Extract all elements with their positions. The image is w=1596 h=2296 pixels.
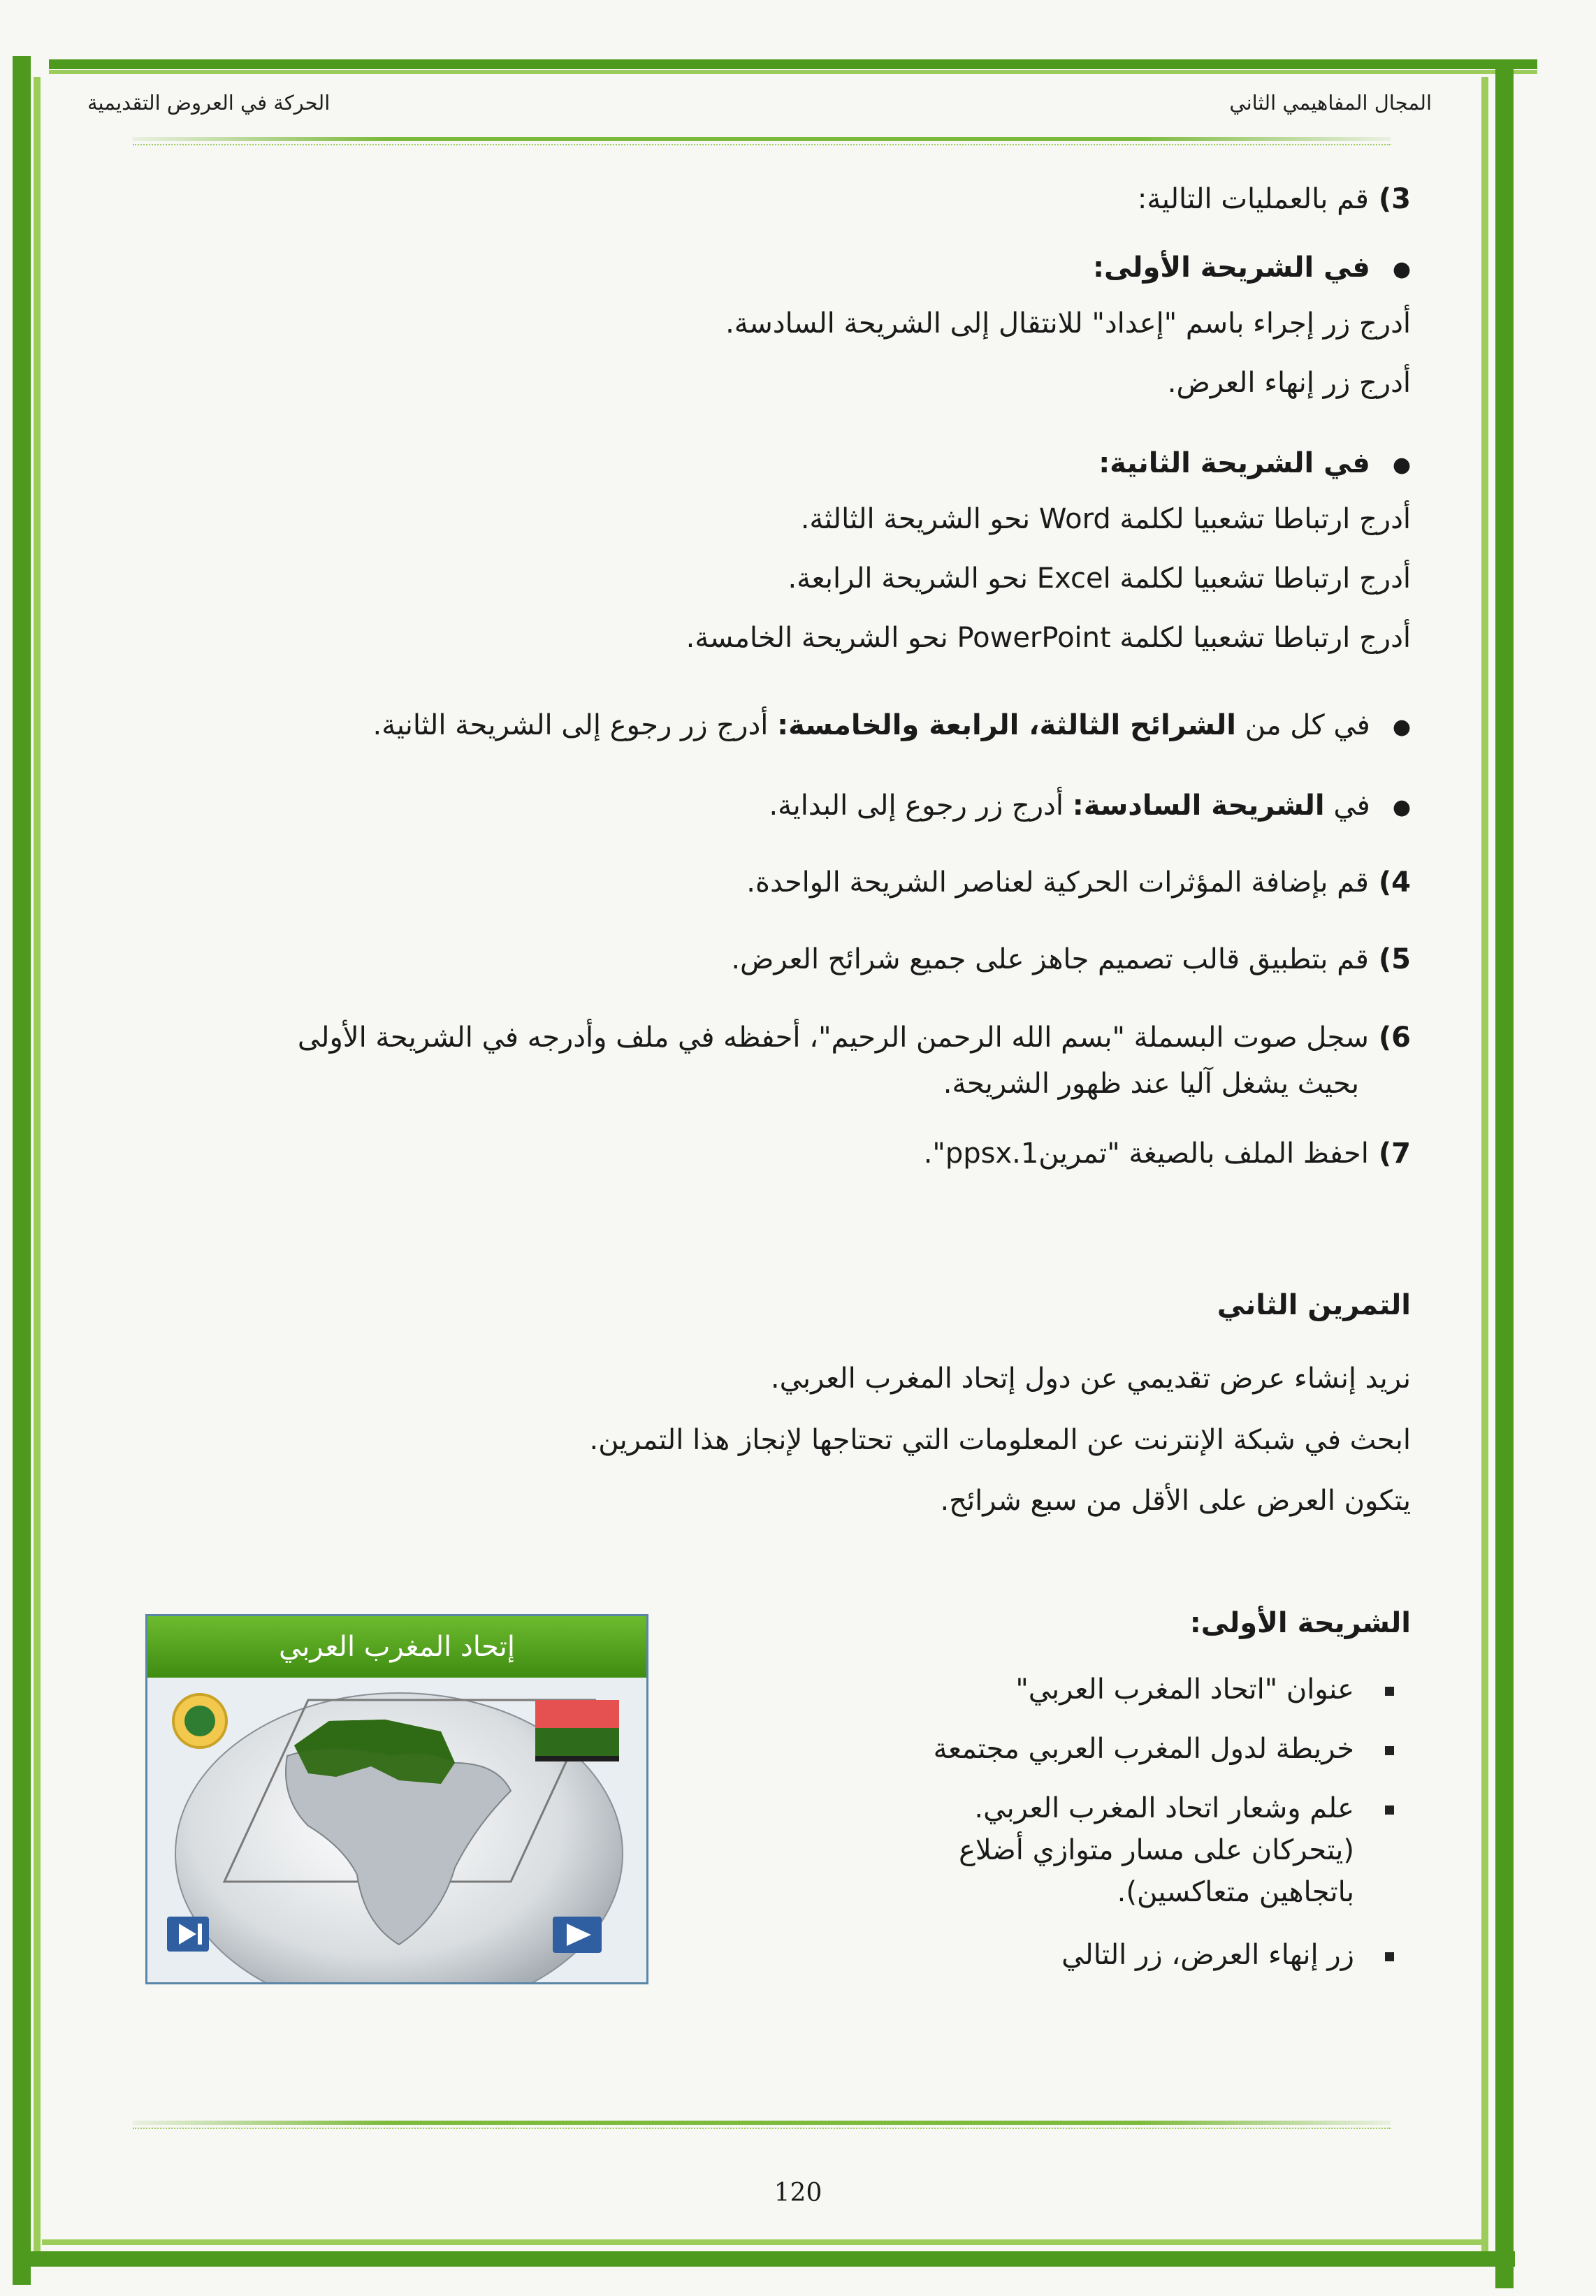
first-slide-item-3-line-3: باتجاهين متعاكسين). bbox=[1117, 1876, 1354, 1908]
step-7-number: 7) bbox=[1378, 1138, 1411, 1170]
first-slide-item-4-text: زر إنهاء العرض، زر التالي bbox=[1061, 1939, 1354, 1971]
frame-top-inner bbox=[49, 70, 1537, 74]
step-5 bbox=[731, 943, 1411, 975]
frame-left-bar bbox=[13, 56, 31, 2285]
bullet-icon: ● bbox=[1392, 714, 1411, 739]
first-slide-item-3-line-2: (يتحركان على مسار متوازي أضلاع bbox=[959, 1834, 1354, 1866]
step-6-continuation: بحيث يشغل آليا عند ظهور الشريحة. bbox=[943, 1068, 1359, 1100]
step-6-number: 6) bbox=[1378, 1022, 1411, 1054]
bullet-icon: ● bbox=[1392, 256, 1411, 282]
step-3 bbox=[1138, 183, 1411, 215]
frame-left-inner bbox=[34, 77, 41, 2264]
frame-bottom-inner bbox=[42, 2239, 1488, 2245]
slide1-line-2: أدرج زر إنهاء العرض. bbox=[1167, 367, 1411, 399]
slide-preview-thumbnail bbox=[145, 1614, 648, 1984]
first-slide-item-3-text: علم وشعار اتحاد المغرب العربي. bbox=[974, 1792, 1354, 1824]
slides-345-prefix: في كل من bbox=[1245, 709, 1370, 741]
first-slide-item-1 bbox=[1015, 1673, 1394, 1706]
first-slide-item-1-text: عنوان "اتحاد المغرب العربي" bbox=[1015, 1673, 1354, 1706]
step-7-text: احفظ الملف بالصيغة "تمرين1.ppsx". bbox=[923, 1138, 1369, 1170]
header-divider bbox=[133, 137, 1391, 141]
footer-dotted-divider bbox=[133, 2128, 1391, 2129]
first-slide-title: الشريحة الأولى: bbox=[1189, 1607, 1411, 1639]
first-slide-item-4 bbox=[1061, 1939, 1394, 1971]
step-3-text: قم بالعمليات التالية: bbox=[1137, 183, 1369, 215]
step-6-text: سجل صوت البسملة "بسم الله الرحمن الرحيم"، أحفظه في ملف وأدرجه في الشريحة الأولى bbox=[297, 1022, 1369, 1054]
slide1-line-1: أدرج زر إجراء باسم "إعداد" للانتقال إلى الشريحة السادسة. bbox=[725, 307, 1411, 340]
first-slide-item-3 bbox=[974, 1792, 1394, 1824]
header-domain-title: المجال المفاهيمي الثاني bbox=[1229, 91, 1432, 115]
slides-345-bold: الشرائح الثالثة، الرابعة والخامسة: bbox=[777, 709, 1236, 741]
frame-right-bar bbox=[1495, 59, 1514, 2288]
slides-345-rest: أدرج زر رجوع إلى الشريحة الثانية. bbox=[372, 709, 769, 741]
step-6 bbox=[298, 1022, 1411, 1054]
step-5-number: 5) bbox=[1378, 943, 1411, 975]
footer-divider bbox=[133, 2121, 1391, 2125]
flag-icon bbox=[535, 1700, 619, 1728]
square-bullet-icon bbox=[1385, 1687, 1394, 1696]
slide2-heading bbox=[1098, 447, 1411, 479]
step-3-number: 3) bbox=[1378, 183, 1411, 215]
step-4 bbox=[746, 866, 1411, 899]
page-number: 120 bbox=[774, 2179, 822, 2207]
frame-right-inner bbox=[1481, 77, 1488, 2264]
slide-6-bold: الشريحة السادسة: bbox=[1072, 790, 1325, 822]
slide-preview-title: إتحاد المغرب العربي bbox=[147, 1616, 646, 1678]
header-dotted-divider bbox=[133, 144, 1391, 145]
exercise-2-title: التمرين الثاني bbox=[1217, 1289, 1411, 1321]
slide1-heading bbox=[1093, 252, 1411, 284]
exercise-2-line-2: ابحث في شبكة الإنترنت عن المعلومات التي تحتاجها لإنجاز هذا التمرين. bbox=[589, 1424, 1411, 1456]
frame-top-bar bbox=[49, 59, 1537, 69]
header-chapter-title: الحركة في العروض التقديمية bbox=[87, 91, 331, 115]
step-5-text: قم بتطبيق قالب تصميم جاهز على جميع شرائح العرض. bbox=[731, 943, 1369, 975]
bullet-icon: ● bbox=[1392, 794, 1411, 820]
slide2-line-3: أدرج ارتباطا تشعبيا لكلمة PowerPoint نحو الشريحة الخامسة. bbox=[685, 622, 1411, 654]
slide1-heading-text: في الشريحة الأولى: bbox=[1093, 252, 1370, 284]
frame-bottom-bar bbox=[13, 2251, 1515, 2267]
slide-6-bullet bbox=[769, 790, 1411, 822]
slide-preview-graphic bbox=[147, 1616, 648, 1984]
step-4-number: 4) bbox=[1378, 866, 1411, 899]
slide-6-prefix: في bbox=[1333, 790, 1370, 822]
square-bullet-icon bbox=[1385, 1952, 1394, 1961]
square-bullet-icon bbox=[1385, 1805, 1394, 1815]
step-7 bbox=[924, 1138, 1411, 1170]
exercise-2-line-1: نريد إنشاء عرض تقديمي عن دول إتحاد المغرب العربي. bbox=[770, 1363, 1411, 1395]
slide2-heading-text: في الشريحة الثانية: bbox=[1098, 447, 1370, 479]
step-4-text: قم بإضافة المؤثرات الحركية لعناصر الشريحة الواحدة. bbox=[746, 866, 1369, 899]
first-slide-item-2-text: خريطة لدول المغرب العربي مجتمعة bbox=[933, 1733, 1354, 1765]
slide2-line-2: أدرج ارتباطا تشعبيا لكلمة Excel نحو الشريحة الرابعة. bbox=[788, 562, 1411, 595]
first-slide-item-2 bbox=[934, 1733, 1394, 1765]
slide-6-rest: أدرج زر رجوع إلى البداية. bbox=[769, 790, 1064, 822]
slides-345-bullet bbox=[373, 709, 1411, 741]
bullet-icon: ● bbox=[1392, 452, 1411, 477]
exercise-2-line-3: يتكون العرض على الأقل من سبع شرائح. bbox=[940, 1485, 1411, 1517]
square-bullet-icon bbox=[1385, 1746, 1394, 1755]
slide2-line-1: أدرج ارتباطا تشعبيا لكلمة Word نحو الشريحة الثالثة. bbox=[800, 503, 1411, 535]
